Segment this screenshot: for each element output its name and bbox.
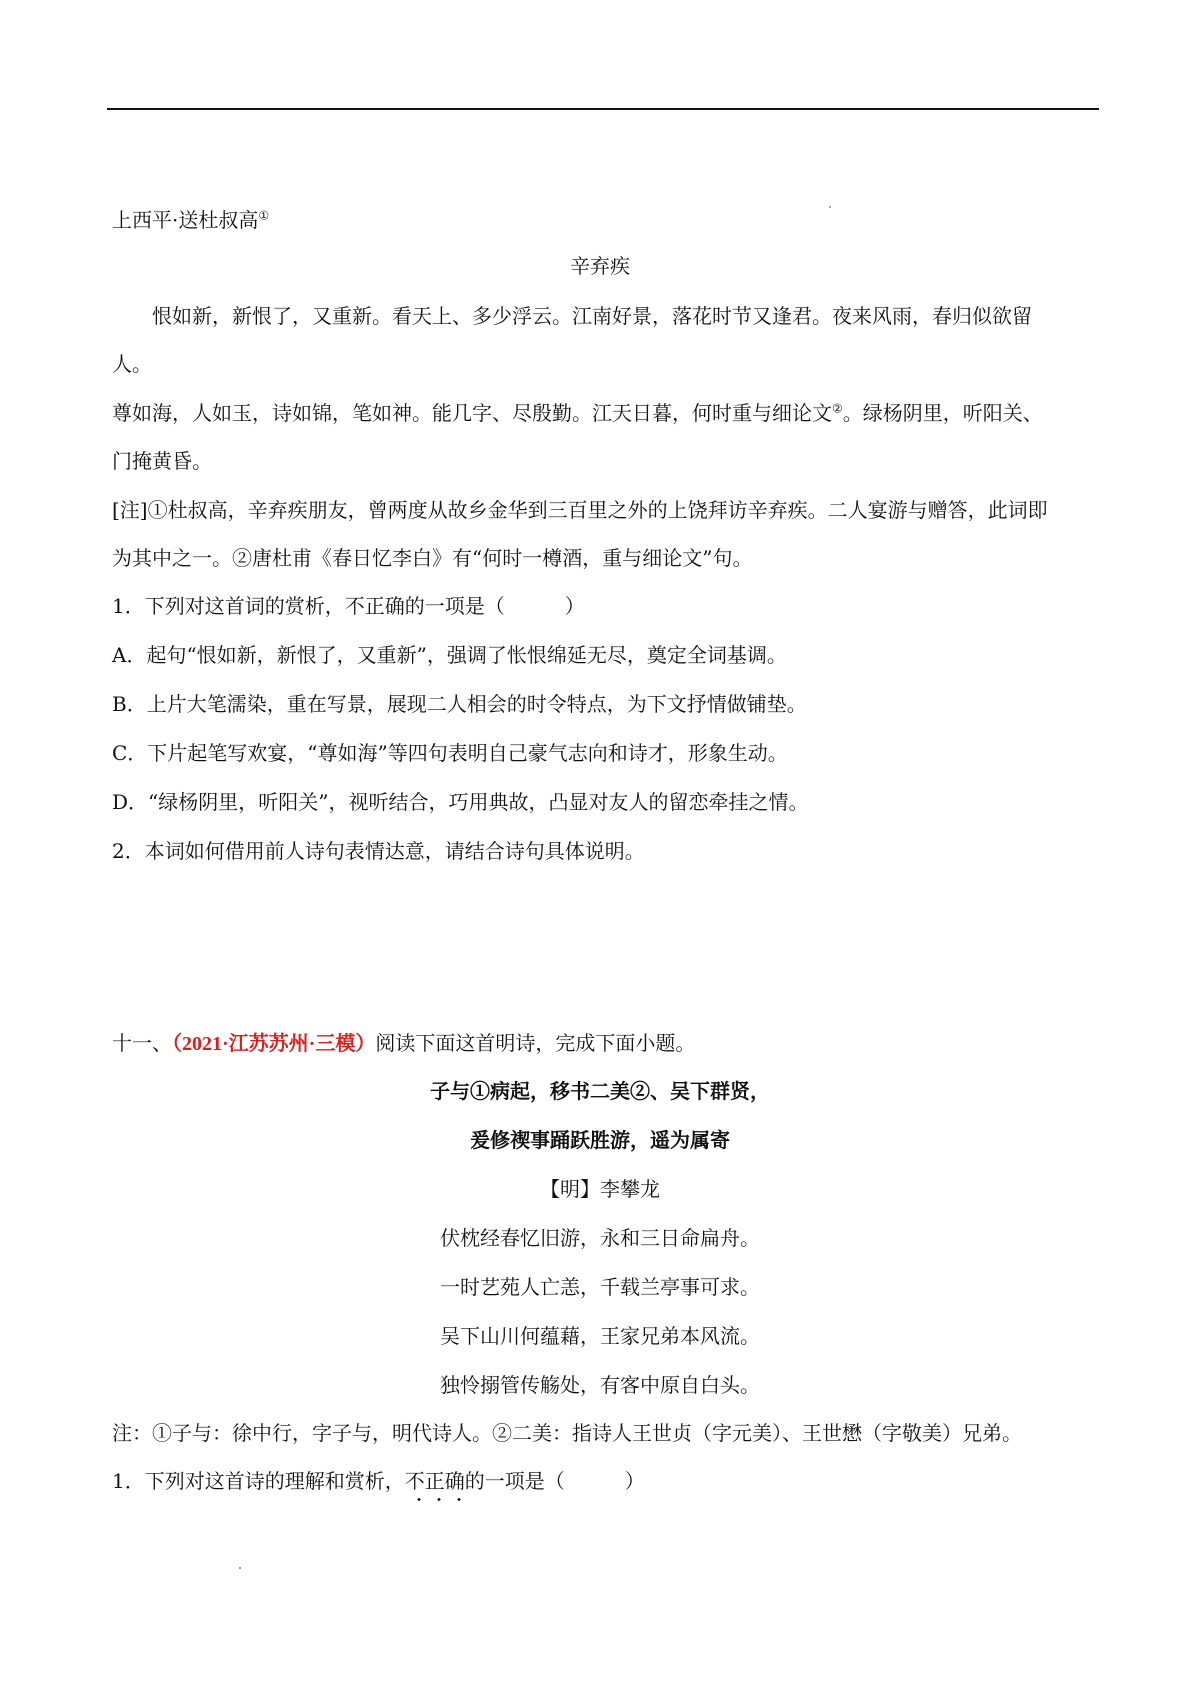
poem1-note-line2: 为其中之一。②唐杜甫《春日忆李白》有“何时一樽酒，重与细论文”句。 [112, 546, 753, 570]
poem2-verse4: 独怜搦管传觞处，有客中原自白头。 [440, 1373, 760, 1397]
poem1-author: 辛弃疾 [570, 254, 630, 278]
question2-stem: 2．本词如何借用前人诗句表情达意，请结合诗句具体说明。 [112, 839, 645, 863]
poem1-note-line1: [注]①杜叔高，辛弃疾朋友，曾两度从故乡金华到三百里之外的上饶拜访辛弃疾。二人宴游与赠答，此词即 [112, 498, 1048, 522]
question1-option-d: D．“绿杨阴里，听阳关”，视听结合，巧用典故，凸显对友人的留恋牵挂之情。 [112, 790, 809, 814]
section11-question1 [112, 1469, 645, 1493]
poem2-title-line1: 子与①病起，移书二美②、吴下群贤， [430, 1079, 770, 1103]
poem1-title-text: 上西平·送杜叔高 [112, 208, 259, 232]
poem1-stanza2-line1 [112, 401, 1043, 425]
poem1-stanza1-line1: 恨如新，新恨了，又重新。看天上、多少浮云。江南好景，落花时节又逢君。夜来风雨，春归似欲留 [152, 304, 1032, 328]
poem2-verse3: 吴下山川何蕴藉，王家兄弟本风流。 [440, 1324, 760, 1348]
poem1-title-note-mark: ① [258, 208, 270, 223]
header-rule [107, 108, 1099, 110]
section11-instruction: 阅读下面这首明诗，完成下面小题。 [375, 1031, 696, 1055]
poem1-stanza2-text-b: 。绿杨阴里，听阳关、 [842, 401, 1043, 425]
poem2-verse1: 伏枕经春忆旧游，永和三日命扁舟。 [440, 1226, 760, 1250]
poem1-stanza2-text-a: 尊如海，人如玉，诗如锦，笔如神。能几字、尽殷勤。江天日暮，何时重与细论文 [112, 401, 832, 425]
poem2-author: 【明】李攀龙 [540, 1177, 660, 1201]
poem2-note: 注：①子与：徐中行，字子与，明代诗人。②二美：指诗人王世贞（字元美）、王世懋（字敬美）兄弟。 [112, 1421, 1022, 1445]
poem1-title [112, 208, 269, 232]
emphasis-dotted-text: 不正确 [404, 1469, 465, 1493]
section11-source: （2021·江苏苏州·三模） [172, 1033, 376, 1055]
question1-option-b: B．上片大笔濡染，重在写景，展现二人相会的时令特点，为下文抒情做铺垫。 [112, 692, 807, 716]
section11-heading [112, 1031, 695, 1056]
poem2-verse2: 一时艺苑人亡恙，千载兰亭事可求。 [440, 1275, 760, 1299]
question1-option-a: A．起句“恨如新，新恨了，又重新”，强调了怅恨绵延无尽，奠定全词基调。 [112, 643, 787, 667]
section11-question1-text-a: 1．下列对这首诗的理解和赏析， [112, 1469, 405, 1493]
poem1-stanza2-line2: 门掩黄昏。 [112, 449, 212, 473]
question1-stem: 1．下列对这首词的赏析，不正确的一项是（ ） [112, 594, 585, 618]
question1-option-c: C．下片起笔写欢宴，“尊如海”等四句表明自己豪气志向和诗才，形象生动。 [112, 741, 788, 765]
section11-number: 十一、 [112, 1031, 172, 1055]
poem2-title-line2: 爰修禊事踊跃胜游，遥为属寄 [470, 1128, 730, 1152]
scan-speck [239, 1567, 241, 1569]
section11-question1-text-b: 的一项是（ ） [464, 1469, 645, 1493]
poem1-stanza1-line2: 人。 [112, 352, 152, 376]
scan-speck [829, 206, 831, 208]
poem1-stanza2-note-mark: ② [832, 401, 843, 416]
